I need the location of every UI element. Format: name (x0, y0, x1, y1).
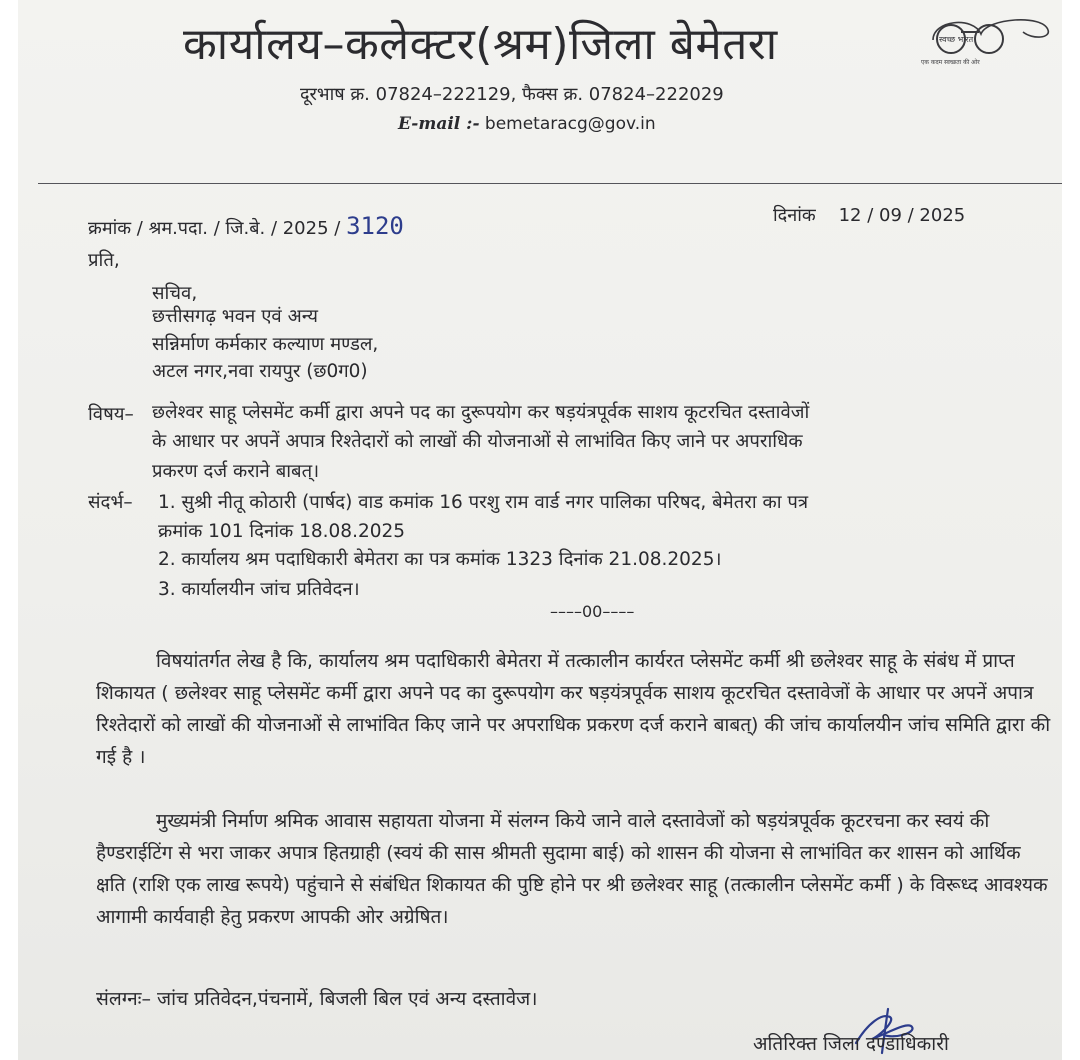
reference-item: 2. कार्यालय श्रम पदाधिकारी बेमेतरा का पत्र कमांक 1323 दिनांक 21.08.2025। (158, 549, 722, 570)
signatory-designation: अतिरिक्त जिला दण्डाधिकारी (753, 1033, 949, 1055)
swachh-bharat-logo (903, 10, 1053, 70)
reference-item: 1. सुश्री नीतू कोठारी (पार्षद) वाड कमांक 16 परशु राम वार्ड नगर पालिका परिषद, बेमेतरा का पत्र (158, 492, 809, 513)
body-paragraph: विषयांतर्गत लेख है कि, कार्यालय श्रम पदाधिकारी बेमेतरा में तत्कालीन कार्यरत प्लेसमेंट कर्मी श्री छलेश्वर साहू के संबंध में प्राप्त शिकायत ( छलेश्वर साहू प्लेसमेंट कर्मी द्वारा अपने पद का दुरूपयोग कर षड़यंत्रपूर्वक साशय कूटरचित दस्तावेजों के आधार पर अपनें अपात्र रिश्तेदारों को लाखों की योजनाओं से लाभांवित किए जाने पर अपराधिक प्रकरण दर्ज कराने बाबत्) की जांच कार्यालयीन जांच समिति द्वारा की गई है । (96, 650, 1051, 768)
body-paragraph: मुख्यमंत्री निर्माण श्रमिक आवास सहायता योजना में संलग्न किये जाने वाले दस्तावेजों को षड़यंत्रपूर्वक कूटरचना कर स्वयं की हैण्डराईटिंग से भरा जाकर अपात्र हितग्राही (स्वयं की सास श्रीमती सुदामा बाई) को शासन की योजना से लाभांवित कर शासन को आर्थिक क्षति (राशि एक लाख रूपये) पहुंचाने से संबंधित शिकायत की पुष्टि होने पर श्री छलेश्वर साहू (तत्कालीन प्लेसमेंट कर्मी ) के विरूध्द आवश्यक आगामी कार्यवाही हेतु प्रकरण आपकी ओर अग्रेषित। (96, 810, 1048, 928)
section-separator: ––––00–––– (550, 602, 635, 621)
recipient-line: सचिव, (152, 283, 198, 304)
email-label: E-mail :- (398, 114, 480, 134)
reference-item: 3. कार्यालयीन जांच प्रतिवेदन। (158, 579, 360, 600)
phone-fax-line: दूरभाष क्र. 07824–222129, फैक्स क्र. 07824–222029 (300, 84, 724, 105)
references-label: संदर्भ– (88, 492, 133, 513)
page-margin-left (0, 0, 18, 1060)
recipient-to: प्रति, (88, 250, 120, 271)
date-label: दिनांक (773, 205, 816, 226)
recipient-line: सन्निर्माण कर्मकार कल्याण मण्डल, (152, 334, 379, 355)
reference-handwritten-number: 3120 (346, 212, 404, 240)
svg-text:स्वच्छ भारत: स्वच्छ भारत (939, 35, 974, 44)
email-line (398, 114, 656, 134)
svg-text:एक कदम स्वच्छता की ओर: एक कदम स्वच्छता की ओर (921, 59, 980, 66)
reference-prefix: क्रमांक / श्रम.पदा. / जि.बे. / 2025 / (88, 218, 341, 239)
recipient-line: अटल नगर,नवा रायपुर (छ0ग0) (152, 361, 368, 382)
letter-date (773, 203, 965, 227)
email-address: bemetaracg@gov.in (484, 114, 656, 134)
subject-label: विषय– (88, 404, 134, 425)
subject-line: के आधार पर अपनें अपात्र रिश्तेदारों को लाखों की योजनाओं से लाभांवित किए जाने पर अपराधिक (152, 431, 803, 452)
reference-number (88, 212, 404, 240)
date-value: 12 / 09 / 2025 (838, 205, 966, 226)
subject-line: छलेश्वर साहू प्लेसमेंट कर्मी द्वारा अपने पद का दुरूपयोग कर षड़यंत्रपूर्वक साशय कूटरचित दस्तावेजों (152, 402, 810, 423)
subject-line: प्रकरण दर्ज कराने बाबत्। (152, 461, 320, 482)
reference-item: क्रमांक 101 दिनांक 18.08.2025 (158, 521, 406, 542)
letter-page (18, 0, 1062, 1060)
office-title: कार्यालय–कलेक्टर(श्रम)जिला बेमेतरा (183, 19, 778, 70)
enclosure-line: संलग्नः– जांच प्रतिवेदन,पंचनामें, बिजली बिल एवं अन्य दस्तावेज। (96, 988, 538, 1010)
page-margin-right (1062, 0, 1080, 1060)
recipient-line: छत्तीसगढ़ भवन एवं अन्य (152, 306, 318, 327)
header-divider (38, 183, 1062, 184)
